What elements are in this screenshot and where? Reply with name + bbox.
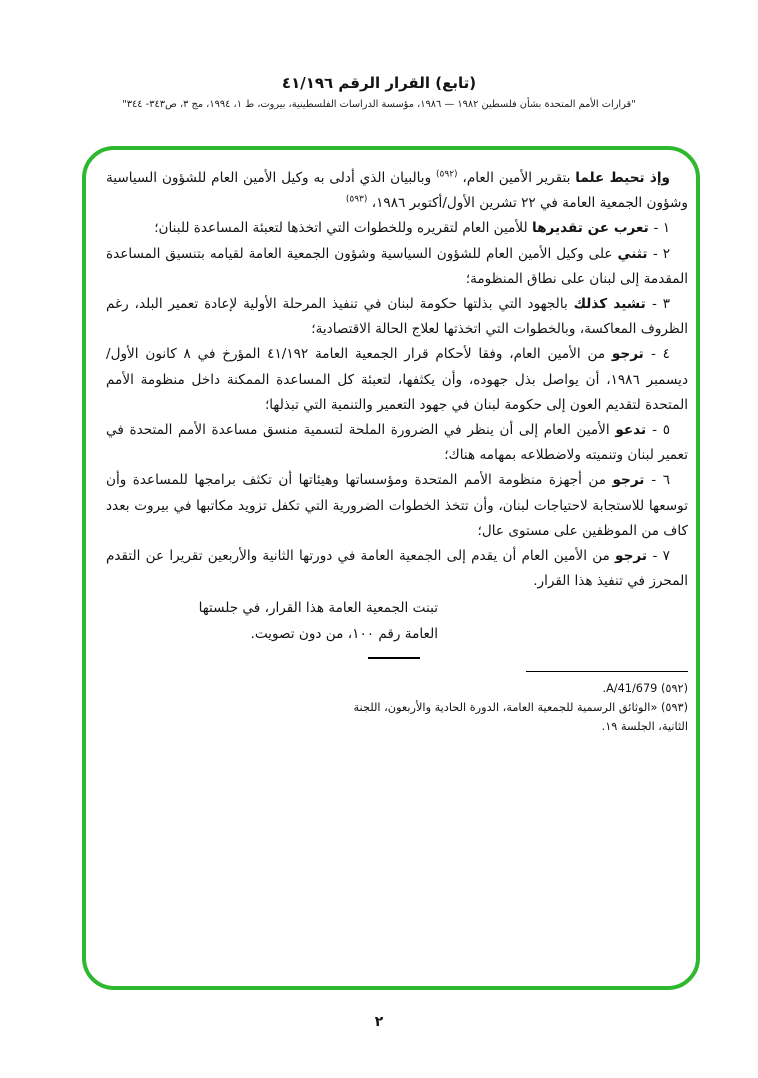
intro-lead: وإذ تحيط علما [575, 170, 670, 186]
paragraph-text: للأمين العام لتقريره وللخطوات التي اتخذها لتعبئة المساعدة للبنان؛ [154, 220, 532, 237]
paragraph-text: من أجهزة منظومة الأمم المتحدة ومؤسساتها وهيئاتها أن تكثف برامجها للمساعدة وأن توسعها للاستجابة لاحتياجات لبنان، وأن تتخذ الخطوات الضرورية التي تكفل تزويد مكاتبها في بيروت بعدد كاف من الموظفين على مستوى عال؛ [106, 472, 688, 539]
paragraph-lead: تعرب عن تقديرها [532, 220, 654, 237]
paragraph-text: على وكيل الأمين العام للشؤون السياسية وشؤون الجمعية العامة لقيامه بتنسيق المساعدة المقدمة إلى لبنان على نطاق المنظومة؛ [106, 245, 688, 287]
footnote-592 [336, 679, 688, 698]
paragraph-number: ١ - [653, 220, 670, 237]
footnote-divider [526, 671, 688, 672]
footnote-593 [336, 698, 688, 736]
footnote-text: «الوثائق الرسمية للجمعية العامة، الدورة الحادية والأربعون، اللجنة الثانية، الجلسة ١٩. [353, 700, 688, 733]
paragraph-lead: تثني [617, 245, 653, 262]
paragraph-number: ٧ - [652, 548, 670, 565]
paragraph-number: ٢ - [652, 245, 670, 262]
operative-paragraph-6 [106, 468, 688, 544]
operative-paragraph-5 [106, 418, 688, 468]
intro-paragraph [106, 166, 688, 216]
paragraph-lead: تدعو [615, 422, 653, 439]
document-title: (تابع) القرار الرقم ٤١/١٩٦ [281, 74, 477, 92]
paragraph-text: بالجهود التي بذلتها حكومة لبنان في تنفيذ المرحلة الأولية لإعادة تعمير البلد، رغم الظروف المعاكسة، وبالخطوات التي اتخذتها لعلاج الحالة الاقتصادية؛ [106, 296, 688, 338]
operative-paragraph-4 [106, 342, 688, 418]
intro-text-2: وبالبيان الذي أدلى به وكيل الأمين العام للشؤون السياسية وشؤون الجمعية العامة في ٢٢ تشرين الأول/أكتوبر ١٩٨٦، [106, 170, 688, 212]
page-number: ٢ [374, 1014, 384, 1030]
footnote-marker: (٥٩٣) [660, 700, 688, 714]
operative-paragraph-7 [106, 544, 688, 594]
footnote-ref-593: (٥٩٣) [345, 194, 368, 205]
operative-paragraph-1 [106, 216, 688, 241]
paragraph-number: ٥ - [652, 422, 670, 439]
paragraph-lead: ترجو [612, 472, 652, 489]
footnotes-block [336, 679, 688, 736]
paragraph-number: ٤ - [650, 346, 670, 363]
document-source-line: "قرارات الأمم المتحدة بشأن فلسطين ١٩٨٢ — ١٩٨٦، مؤسسة الدراسات الفلسطينية، بيروت، ط ١، ١٩٩٤، مج ٣، ص٣٤٣- ٣٤٤" [122, 99, 636, 110]
paragraph-lead: تشيد كذلك [573, 296, 652, 313]
paragraph-lead: ترجو [611, 346, 651, 363]
closing-divider [368, 657, 420, 659]
operative-paragraph-3 [106, 292, 688, 342]
paragraph-number: ٦ - [651, 472, 670, 489]
resolution-body [106, 166, 688, 736]
operative-paragraph-2 [106, 242, 688, 292]
intro-text-1: بتقرير الأمين العام، [457, 170, 576, 186]
paragraph-number: ٣ - [651, 296, 670, 313]
footnote-ref-592: (٥٩٢) [436, 169, 458, 180]
paragraph-text: من الأمين العام، وفقا لأحكام قرار الجمعية العامة ٤١/١٩٢ المؤرخ في ٨ كانون الأول/ديسمبر ١٩٨٦، أن يواصل بذل جهوده، وأن يكثفها، لتعبئة كل المساعدة الممكنة داخل منظومة الأمم المتحدة لتقديم العون إلى حكومة لبنان في جهود التعمير والتنمية التي تبذلها؛ [106, 346, 688, 413]
paragraph-lead: ترجو [615, 548, 653, 565]
footnote-text: A/41/679. [602, 681, 658, 695]
paragraph-text: الأمين العام إلى أن ينظر في الضرورة الملحة لتسمية منسق مساعدة الأمم المتحدة في تعمير لبنان وتنميته ولاضطلاعه بمهامه هناك؛ [106, 422, 688, 464]
footnote-marker: (٥٩٢) [660, 681, 688, 695]
adoption-note: تبنت الجمعية العامة هذا القرار، في جلستها العامة رقم ١٠٠، من دون تصويت. [198, 600, 438, 642]
paragraph-text: من الأمين العام أن يقدم إلى الجمعية العامة في دورتها الثانية والأربعين تقريرا عن التقدم المحرز في تنفيذ هذا القرار. [106, 548, 688, 590]
